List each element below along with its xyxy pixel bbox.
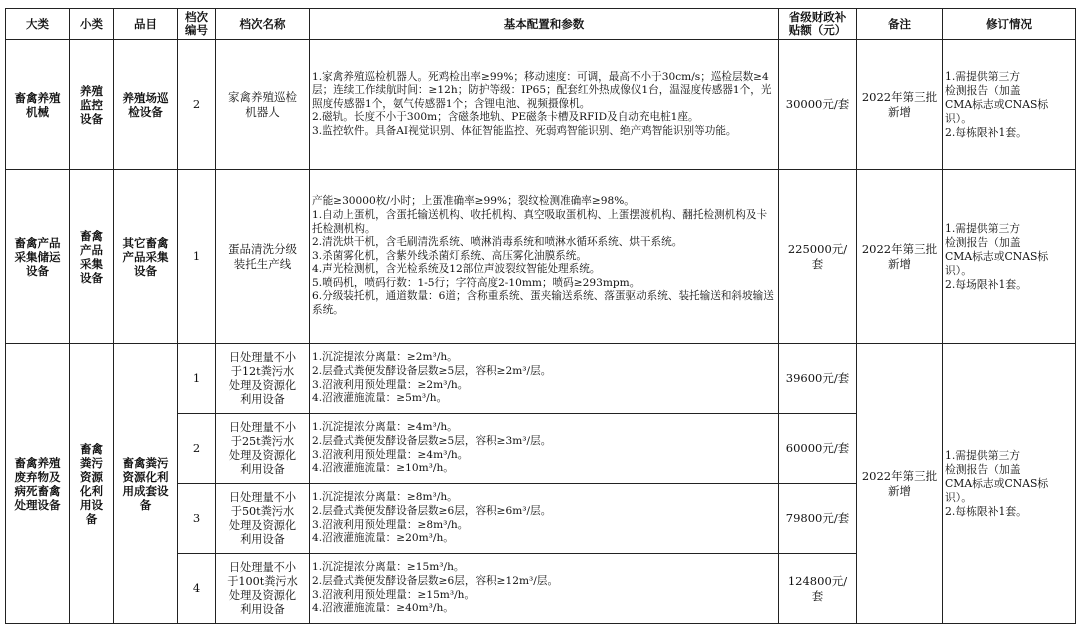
subsidy-amount: 79800元/套 xyxy=(779,484,857,554)
header-item: 品目 xyxy=(114,9,178,40)
params-cell xyxy=(310,40,779,170)
params-cell xyxy=(310,344,779,414)
note-cell: 2022年第三批 新增 xyxy=(857,344,943,624)
subsidy-spec-table xyxy=(5,8,1076,624)
major-category: 畜禽养殖 废弃物及 病死畜禽 处理设备 xyxy=(6,344,70,624)
param-line: 2.磁轨。长度不小于300m；含磁条地轨、PE磁条卡槽及RFID及自动充电桩1座。 xyxy=(312,111,699,124)
param-line: 产能≥30000枚/小时；上蛋准确率≥99%；裂纹检测准确率≥98%。 xyxy=(312,195,635,208)
header-note: 备注 xyxy=(857,9,943,40)
subsidy-amount: 60000元/套 xyxy=(779,414,857,484)
header-major: 大类 xyxy=(6,9,70,40)
param-line: 2.层叠式粪便发酵设备层数≥5层，容积≥2m³/层。 xyxy=(312,364,552,377)
revision-cell: 1.需提供第三方 检测报告（加盖 CMA标志或CNAS标 识）。 2.每栋限补1套。 xyxy=(943,40,1076,170)
grade-name: 日处理量不小 于100t粪污水 处理及资源化 利用设备 xyxy=(216,554,310,624)
param-line: 4.沼液灌施流量：≥10m³/h。 xyxy=(312,462,454,475)
param-line: 4.沼液灌施流量：≥40m³/h。 xyxy=(312,602,454,615)
param-line: 3.沼液利用预处理量：≥4m³/h。 xyxy=(312,448,469,461)
grade-name: 日处理量不小 于25t粪污水 处理及资源化 利用设备 xyxy=(216,414,310,484)
header-minor: 小类 xyxy=(70,9,114,40)
param-line: 3.沼液利用预处理量：≥15m³/h。 xyxy=(312,588,476,601)
header-grade-name: 档次名称 xyxy=(216,9,310,40)
header-row xyxy=(6,9,1076,40)
param-line: 1.沉淀提浓分离量：≥2m³/h。 xyxy=(312,351,458,364)
grade-number: 2 xyxy=(178,40,216,170)
param-line: 2.层叠式粪便发酵设备层数≥6层，容积≥12m³/层。 xyxy=(312,574,559,587)
subsidy-amount: 30000元/套 xyxy=(779,40,857,170)
param-line: 1.自动上蛋机，含蛋托输送机构、收托机构、真空吸取蛋机构、上蛋摆渡机构、翻托检测机构及卡托检测机构。 xyxy=(312,208,768,235)
param-line: 2.清洗烘干机，含毛刷清洗系统、喷淋消毒系统和喷淋水循环系统、烘干系统。 xyxy=(312,236,683,249)
params-cell xyxy=(310,484,779,554)
table-row xyxy=(6,40,1076,170)
params-cell xyxy=(310,170,779,344)
grade-name: 蛋品清洗分级 装托生产线 xyxy=(216,170,310,344)
table-row xyxy=(6,170,1076,344)
item-category: 养殖场巡 检设备 xyxy=(114,40,178,170)
param-line: 3.杀菌雾化机，含紫外线杀菌灯系统、高压雾化油膜系统。 xyxy=(312,249,587,262)
param-line: 2.层叠式粪便发酵设备层数≥6层，容积≥6m³/层。 xyxy=(312,504,552,517)
grade-number: 4 xyxy=(178,554,216,624)
note-cell: 2022年第三批 新增 xyxy=(857,40,943,170)
subsidy-amount: 39600元/套 xyxy=(779,344,857,414)
item-category: 其它畜禽 产品采集 设备 xyxy=(114,170,178,344)
grade-name: 日处理量不小 于50t粪污水 处理及资源化 利用设备 xyxy=(216,484,310,554)
minor-category: 畜禽 产品 采集 设备 xyxy=(70,170,114,344)
grade-number: 2 xyxy=(178,414,216,484)
param-line: 2.层叠式粪便发酵设备层数≥5层，容积≥3m³/层。 xyxy=(312,434,552,447)
item-category: 畜禽粪污 资源化利 用成套设 备 xyxy=(114,344,178,624)
table-row xyxy=(6,344,1076,414)
grade-number: 1 xyxy=(178,170,216,344)
subsidy-amount: 124800元/ 套 xyxy=(779,554,857,624)
header-grade-no: 档次 编号 xyxy=(178,9,216,40)
revision-cell: 1.需提供第三方 检测报告（加盖 CMA标志或CNAS标 识）。 2.每场限补1套。 xyxy=(943,170,1076,344)
major-category: 畜禽产品 采集储运 设备 xyxy=(6,170,70,344)
params-cell xyxy=(310,414,779,484)
param-line: 1.沉淀提浓分离量：≥4m³/h。 xyxy=(312,421,458,434)
subsidy-amount: 225000元/ 套 xyxy=(779,170,857,344)
header-subsidy: 省级财政补 贴额（元） xyxy=(779,9,857,40)
minor-category: 养殖 监控 设备 xyxy=(70,40,114,170)
param-line: 4.沼液灌施流量：≥20m³/h。 xyxy=(312,532,454,545)
major-category: 畜禽养殖 机械 xyxy=(6,40,70,170)
param-line: 4.沼液灌施流量：≥5m³/h。 xyxy=(312,392,448,405)
revision-cell: 1.需提供第三方 检测报告（加盖 CMA标志或CNAS标 识）。 2.每栋限补1套。 xyxy=(943,344,1076,624)
grade-name: 日处理量不小 于12t粪污水 处理及资源化 利用设备 xyxy=(216,344,310,414)
header-params: 基本配置和参数 xyxy=(310,9,779,40)
grade-number: 1 xyxy=(178,344,216,414)
header-revision: 修订情况 xyxy=(943,9,1076,40)
param-line: 5.喷码机，喷码行数：1-5行；字符高度2-10mm；喷码≥293mpm。 xyxy=(312,276,641,289)
param-line: 6.分级装托机，通道数量：6道；含称重系统、蛋夹输送系统、落蛋驱动系统、装托输送和斜坡输送系统。 xyxy=(312,290,774,317)
grade-number: 3 xyxy=(178,484,216,554)
minor-category: 畜禽 粪污 资源 化利 用设 备 xyxy=(70,344,114,624)
param-line: 4.声光检测机，含光检系统及12部位声波裂纹智能处理系统。 xyxy=(312,263,601,276)
param-line: 3.沼液利用预处理量：≥8m³/h。 xyxy=(312,518,469,531)
param-line: 3.监控软件。具备AI视觉识别、体征智能监控、死弱鸡智能识别、绝产鸡智能识别等功能。 xyxy=(312,124,737,137)
params-cell xyxy=(310,554,779,624)
param-line: 1.家禽养殖巡检机器人。死鸡检出率≥99%；移动速度：可调，最高不小于30cm/s；巡检层数≥4层；连续工作续航时间：≥12h；防护等级：IP65；配套红外热成像仪1台，温湿度传感器1个，光照度传感器1个，氨气传感器1个；含锂电池、视频摄像机。 xyxy=(312,70,772,110)
param-line: 1.沉淀提浓分离量：≥8m³/h。 xyxy=(312,491,458,504)
param-line: 3.沼液利用预处理量：≥2m³/h。 xyxy=(312,378,469,391)
grade-name: 家禽养殖巡检 机器人 xyxy=(216,40,310,170)
param-line: 1.沉淀提浓分离量：≥15m³/h。 xyxy=(312,561,465,574)
note-cell: 2022年第三批 新增 xyxy=(857,170,943,344)
